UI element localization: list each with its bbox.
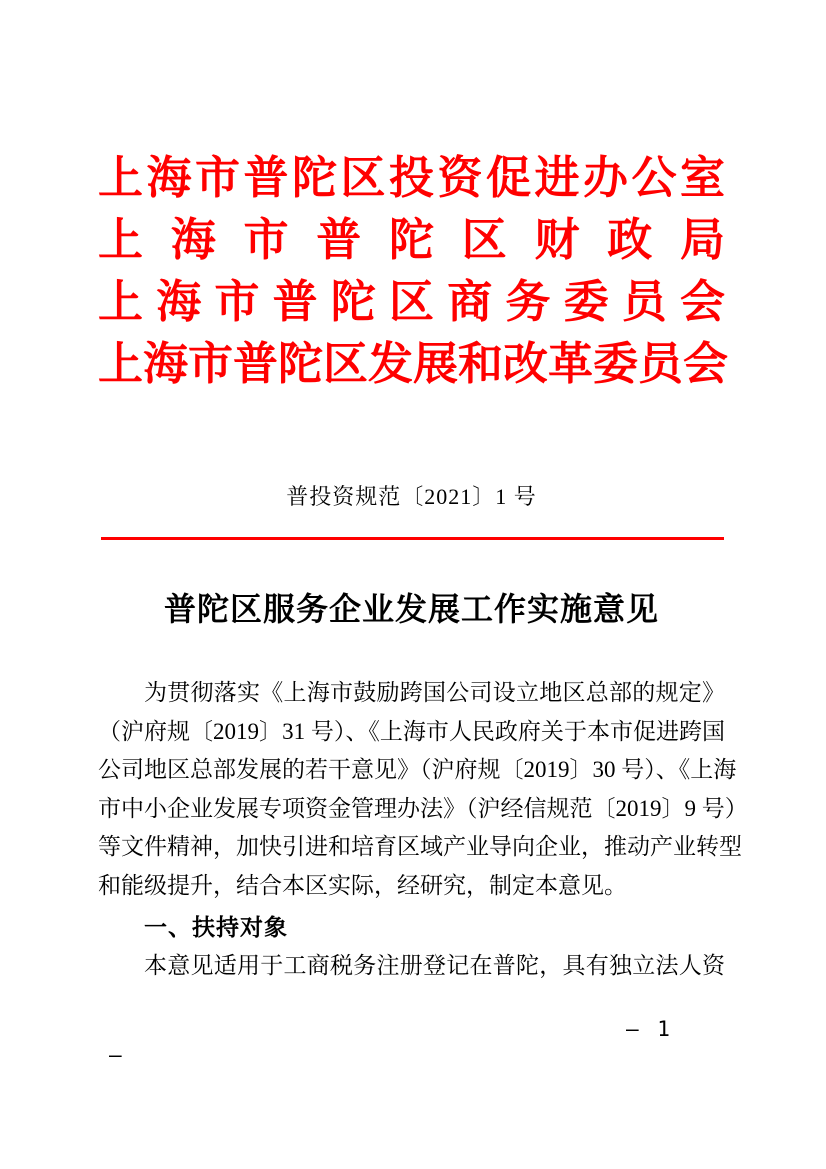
paragraph1-line3: 公司地区总部发展的若干意见》（沪府规〔2019〕30 号）、《上海 <box>98 757 737 782</box>
paragraph1-line5: 等文件精神，加快引进和培育区域产业导向企业，推动产业转型 <box>98 834 742 859</box>
agency-line-finance-bureau: 上海市普陀区财政局 <box>98 215 725 265</box>
document-reference-number: 普投资规范〔2021〕1 号 <box>286 484 537 509</box>
agency-line-commerce-commission: 上海市普陀区商务委员会 <box>98 277 725 327</box>
paragraph1-line1: 为贯彻落实《上海市鼓励跨国公司设立地区总部的规定》 <box>144 680 725 705</box>
red-divider-rule <box>101 537 724 540</box>
paragraph1-line6: 和能级提升，结合本区实际，经研究，制定本意见。 <box>98 872 627 898</box>
footer-page-number-wrapped-dash: — <box>109 1043 122 1067</box>
document-body <box>98 674 748 985</box>
paragraph1-line2: （沪府规〔2019〕31 号）、《上海市人民政府关于本市促进跨国 <box>98 718 725 744</box>
paragraph1-line4: 市中小企业发展专项资金管理办法》（沪经信规范〔2019〕9 号） <box>98 795 748 821</box>
agency-line-development-reform-commission: 上海市普陀区发展和改革委员会 <box>98 339 729 389</box>
agency-line-investment-office: 上海市普陀区投资促进办公室 <box>98 153 725 203</box>
section1-heading: 一、扶持对象 <box>144 914 288 940</box>
footer-page-number: — 1 <box>626 1017 673 1041</box>
letterhead-agency-block <box>98 147 729 395</box>
document-title: 普陀区服务企业发展工作实施意见 <box>163 591 659 627</box>
paragraph2-line1: 本意见适用于工商税务注册登记在普陀，具有独立法人资 <box>144 952 725 978</box>
